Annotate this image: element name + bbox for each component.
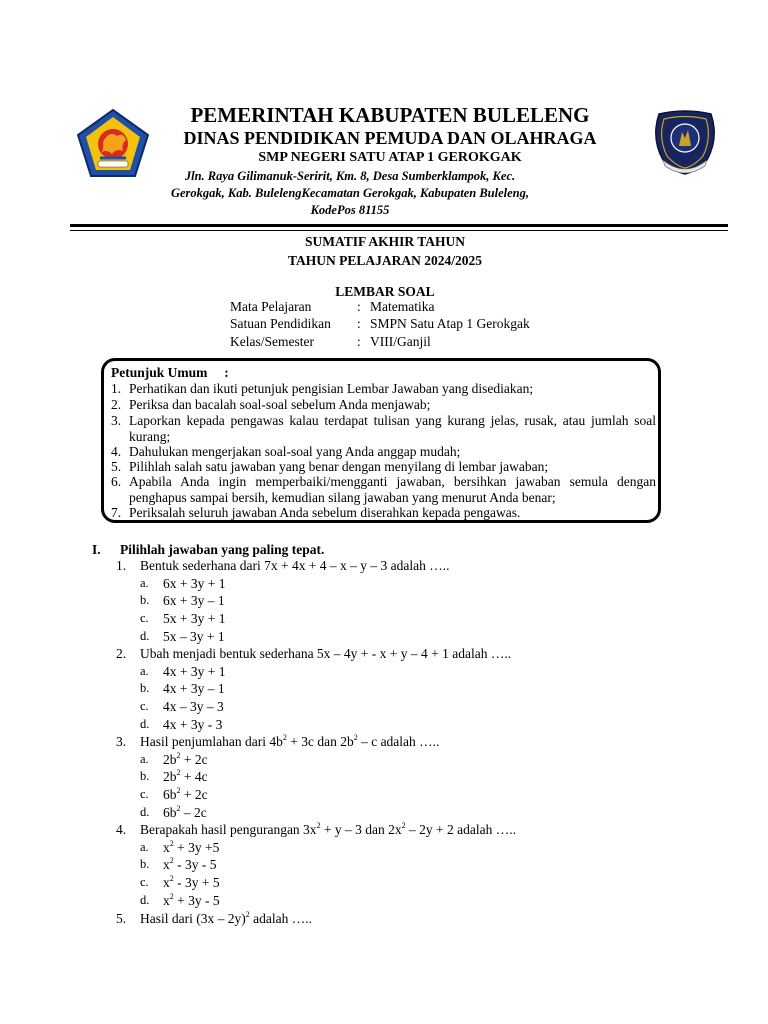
meta-value: Matematika — [370, 299, 435, 314]
superscript: 2 — [169, 873, 174, 883]
section-title: Pilihlah jawaban yang paling tepat. — [120, 542, 325, 557]
instruction-text: Periksa dan bacalah soal-soal sebelum Anda menjawab; — [129, 397, 431, 412]
option-letter: c. — [140, 874, 149, 889]
option-text: $x^2 - 3y + 5$ — [163, 873, 220, 890]
superscript: 2 — [401, 821, 406, 830]
meta-value: VIII/Ganjil — [370, 334, 431, 349]
question-number: 4. — [116, 822, 127, 837]
sheet-title: LEMBAR SOAL — [335, 284, 435, 299]
option-text: 5x – 3y + 1 — [163, 628, 225, 644]
instruction-number: 2. — [111, 397, 122, 412]
superscript: 2 — [316, 821, 321, 830]
option-text: 6x + 3y – 1 — [163, 593, 225, 609]
option-letter: d. — [140, 628, 150, 643]
instruction-text: Dahulukan mengerjakan soal-soal yang Anda anggap mudah; — [129, 444, 461, 459]
exam-title: SUMATIF AKHIR TAHUN — [304, 234, 466, 249]
header-divider-thick — [70, 224, 728, 227]
address-line-2: Gerokgak, Kab. BulelengKecamatan Gerokgak, Kabupaten Buleleng, — [170, 186, 529, 200]
school-name: SMP NEGERI SATU ATAP 1 GEROKGAK — [258, 150, 522, 165]
instruction-number: 4. — [111, 444, 122, 459]
option-text: 6x + 3y + 1 — [163, 575, 226, 591]
question-text: Hasil dari (3x – 2y)$^2$ adalah ….. — [140, 910, 312, 926]
instruction-item — [111, 444, 656, 460]
instruction-text: Periksalah seluruh jawaban Anda sebelum diserahkan kepada pengawas. — [129, 505, 521, 520]
instruction-item — [111, 474, 656, 505]
question-text: Berapakah hasil pengurangan $3x^2 + y - 3$ dan $2x^2 - 2y + 2$ adalah ….. — [140, 821, 517, 837]
government-title: PEMERINTAH KABUPATEN BULELENG — [190, 103, 590, 127]
option-text: $x^2 + 3y - 5$ — [163, 891, 220, 908]
option-letter: c. — [140, 698, 149, 713]
instruction-number: 6. — [111, 474, 122, 489]
superscript: 2 — [353, 733, 358, 742]
question-text: Bentuk sederhana dari 7x + 4x + 4 – x – y – 3 adalah ….. — [140, 558, 450, 573]
option-letter: a. — [140, 839, 149, 854]
meta-separator: : — [357, 334, 361, 349]
superscript: 2 — [282, 733, 287, 742]
option-letter: d. — [140, 892, 150, 907]
question-number: 1. — [116, 558, 127, 573]
option-letter: c. — [140, 610, 149, 625]
option-letter: d. — [140, 716, 150, 731]
option-text: $x^2 - 3y - 5$ — [163, 856, 217, 873]
department-title: DINAS PENDIDIKAN PEMUDA DAN OLAHRAGA — [183, 128, 597, 148]
meta-separator: : — [357, 299, 361, 314]
option-text: 5x + 3y + 1 — [163, 610, 226, 626]
option-letter: b. — [140, 769, 150, 784]
meta-label: Satuan Pendidikan — [230, 316, 331, 331]
meta-label: Kelas/Semester — [230, 334, 314, 349]
meta-separator: : — [357, 316, 361, 331]
section-number: I. — [92, 542, 101, 557]
option-text: 4x + 3y + 1 — [163, 663, 226, 679]
meta-value: SMPN Satu Atap 1 Gerokgak — [370, 316, 530, 331]
address-line-3: KodePos 81155 — [310, 203, 390, 217]
question-text: Hasil penjumlahan dari $4b^2 + 3c$ dan $2b^2$ – c adalah ….. — [140, 733, 440, 749]
question-number: 3. — [116, 734, 127, 749]
question-number: 5. — [116, 911, 127, 926]
superscript: 2 — [169, 891, 174, 901]
option-text: 4x + 3y – 1 — [163, 681, 225, 697]
instruction-number: 3. — [111, 413, 122, 428]
option-letter: b. — [140, 681, 150, 696]
option-text: 4x – 3y – 3 — [163, 698, 224, 714]
superscript: 2 — [245, 910, 250, 919]
buleleng-regency-crest-icon — [76, 108, 150, 178]
option-letter: d. — [140, 804, 150, 819]
instruction-item — [111, 397, 656, 413]
option-text: $2b^2 + 4c$ — [163, 768, 208, 785]
instructions-title: Petunjuk Umum : — [111, 365, 229, 380]
instruction-item — [111, 459, 656, 475]
option-text: $6b^2 - 2c$ — [163, 803, 207, 820]
option-letter: a. — [140, 575, 149, 590]
option-text: $x^2 + 3y +5$ — [163, 838, 220, 855]
address-line-1: Jln. Raya Gilimanuk-Seririt, Km. 8, Desa Sumberklampok, Kec. — [184, 169, 516, 183]
instruction-number: 1. — [111, 381, 122, 396]
academic-year: TAHUN PELAJARAN 2024/2025 — [287, 253, 482, 268]
option-letter: b. — [140, 857, 150, 872]
school-address — [150, 168, 550, 219]
question-number: 2. — [116, 646, 127, 661]
instruction-item — [111, 413, 656, 444]
header-divider-thin — [70, 230, 728, 231]
option-text: $2b^2 + 2c$ — [163, 750, 208, 767]
superscript: 2 — [176, 750, 181, 760]
superscript: 2 — [176, 785, 181, 795]
instruction-item — [111, 381, 656, 397]
instruction-text: Apabila Anda ingin memperbaiki/mengganti jawaban, bersihkan jawaban semula dengan penghapus sampai bersih, kemudian silang jawaban yang menurut Anda benar; — [129, 474, 656, 505]
instruction-item — [111, 505, 656, 521]
instruction-text: Pilihlah salah satu jawaban yang benar dengan menyilang di lembar jawaban; — [129, 459, 549, 474]
instruction-number: 7. — [111, 505, 122, 520]
school-emblem-icon — [649, 108, 721, 176]
superscript: 2 — [169, 856, 174, 866]
instruction-text: Laporkan kepada pengawas kalau terdapat tulisan yang kurang jelas, rusak, atau jumlah soal kurang; — [129, 413, 656, 444]
superscript: 2 — [169, 838, 174, 848]
instruction-number: 5. — [111, 459, 122, 474]
meta-label: Mata Pelajaran — [230, 299, 312, 314]
superscript: 2 — [176, 803, 181, 813]
option-letter: a. — [140, 663, 149, 678]
superscript: 2 — [176, 768, 181, 778]
option-text: $6b^2 + 2c$ — [163, 785, 208, 802]
question-text: Ubah menjadi bentuk sederhana 5x – 4y + - x + y – 4 + 1 adalah ….. — [140, 646, 512, 661]
option-letter: a. — [140, 751, 149, 766]
option-letter: b. — [140, 593, 150, 608]
option-letter: c. — [140, 786, 149, 801]
instruction-text: Perhatikan dan ikuti petunjuk pengisian Lembar Jawaban yang disediakan; — [129, 381, 534, 396]
option-text: 4x + 3y - 3 — [163, 716, 223, 732]
